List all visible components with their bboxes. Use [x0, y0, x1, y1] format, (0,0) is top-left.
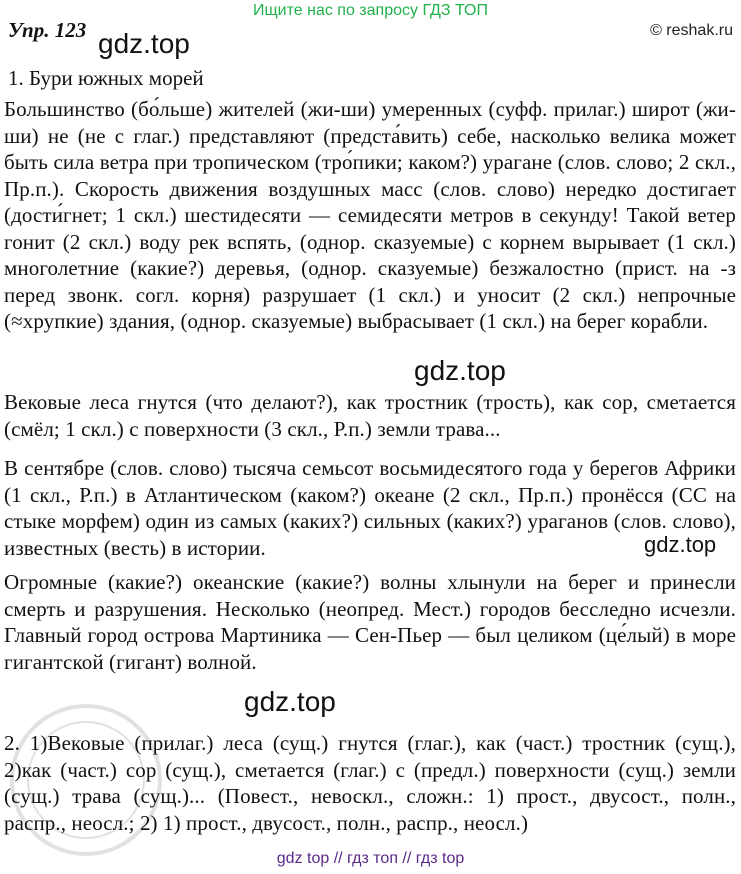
watermark: gdz.top: [244, 686, 336, 717]
footer-links: gdz top // гдз топ // гдз top: [276, 850, 465, 867]
paragraph-2: Вековые леса гнутся (что делают?), как тростник (трость), как сор, сметается (смёл; 1 скл.) с поверхности (3 скл., Р.п.) земли трава...: [4, 390, 736, 441]
watermark: gdz.top: [414, 355, 506, 386]
paragraph-1: Большинство (бо́льше) жителей (жи-ши) умеренных (суфф. прилаг.) широт (жи-ши) не (не с глаг.) представляют (предста́вить) себе, насколько велика может быть сила ветра при тропическом (тро́пики; каком?) урагане (слов. слово; 2 скл., Пр.п.). Скорость движения воздушных масс (слов. слово) нередко достигает (дости́гнет; 1 скл.) шестидесяти — семидесяти метров в секунду! Такой ветер гонит (2 скл.) воду рек вспять, (однор. сказуемые) с корнем вырывает (1 скл.) многолетние (какие?) деревья, (однор. сказуемые) безжалостно (прист. на -з перед звонк. согл. корня) разрушает (1 скл.) и уносит (2 скл.) непрочные (≈хрупкие) здания, (однор. сказуемые) выбрасывает (1 скл.) на берег корабли.: [4, 97, 736, 333]
watermark: gdz.top: [98, 28, 190, 59]
paragraph-5-analysis: 2. 1)Вековые (прилаг.) леса (сущ.) гнутся (глаг.), как (част.) тростник (сущ.), 2)как (част.) сор (сущ.), сметается (глаг.) с (предл.) поверхности (сущ.) земли (сущ.) трава (сущ.)... (Повест., невоскл., сложн.: 1) прост., двусост., полн., распр., неосл.; 2) 1) прост., двусост., полн., распр., неосл.): [4, 731, 736, 835]
exercise-title: Упр. 123: [8, 18, 87, 42]
paragraph-3: В сентябре (слов. слово) тысяча семьсот восьмидесятого года у берегов Африки (1 скл., Р.п.) в Атлантическом (каком?) океане (2 скл., Пр.п.) пронёсся (СС на стыке морфем) один из самых (каких?) сильных (каких?) ураганов (слов. слово), известных (весть) в истории.: [4, 456, 736, 560]
section-heading: 1. Бури южных морей: [8, 66, 204, 90]
reshak-seal-watermark: [6, 700, 166, 860]
paragraph-4: Огромные (какие?) океанские (какие?) волны хлынули на берег и принесли смерть и разрушения. Несколько (неопред. Мест.) городов бесследно исчезли. Главный город острова Мартиника — Сен-Пьер — был целиком (це́лый) в море гигантской (гигант) волной.: [4, 570, 736, 674]
top-banner: Ищите нас по запросу ГДЗ ТОП: [253, 2, 488, 19]
watermark: gdz.top: [644, 532, 717, 557]
source-label: © reshak.ru: [650, 22, 733, 39]
